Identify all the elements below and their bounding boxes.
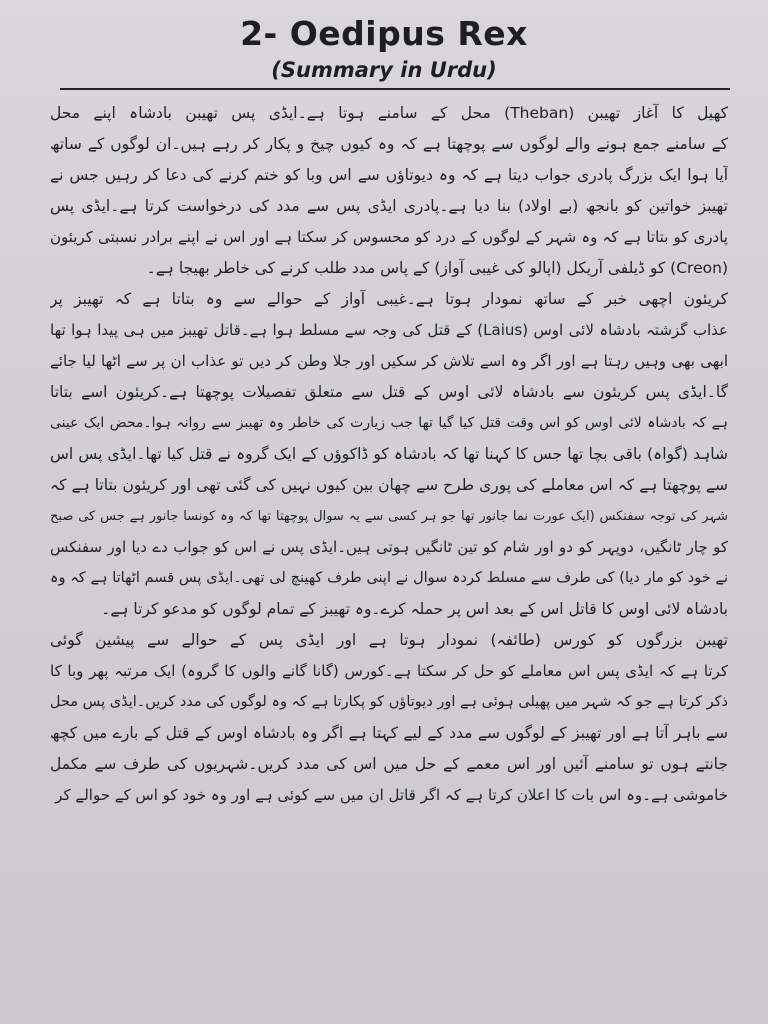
- paragraph: [50, 98, 728, 284]
- text-line: آیا ہوا ایک بزرگ پادری جواب دیتا ہے کہ وہ دیوتاؤں سے اس وبا کو ختم کرنے کی دعا کر رہیں جس نے: [50, 166, 728, 184]
- text-line: تھیبن بزرگوں کو کورس (طائفہ) نمودار ہوتا ہے اور ایڈی پس کے حوالے سے پیشین گوئی: [50, 631, 728, 649]
- page-title: 2- Oedipus Rex: [240, 14, 528, 53]
- text-line: ذکر کرتا ہے جو کہ شہر میں پھیلی ہوئی ہے اور دیوتاؤں کو پکارتا ہے کہ وہ لوگوں کی مدد کریں۔ایڈی پس محل: [50, 694, 728, 710]
- title-divider: [60, 88, 730, 90]
- text-line: تھیبز خواتین کو بانجھ (بے اولاد) بنا دیا ہے۔پادری ایڈی پس سے مدد کی درخواست کرتا ہے۔ایڈی پس: [50, 197, 728, 215]
- text-line: کھیل کا آغاز تھیبن (Theban) محل کے سامنے ہوتا ہے۔ایڈی پس تھیبن بادشاہ اپنے محل: [50, 104, 728, 122]
- text-line: خاموشی ہے۔وہ اس بات کا اعلان کرتا ہے کہ اگر قاتل ان میں سے کوئی ہے اور وہ خود کو اس کے حوالے کر: [55, 786, 728, 804]
- paragraph: [50, 284, 728, 625]
- text-line: (Creon) کو ڈیلفی آریکل (اپالو کی غیبی آواز) کے پاس مدد طلب کرنے کی خاطر بھیجا ہے۔: [146, 259, 728, 277]
- text-line: کے سامنے جمع ہونے والے لوگوں سے پوچھتا ہے کہ وہ کیوں چیخ و پکار کر رہے ہیں۔ان لوگوں کے ساتھ: [50, 135, 728, 153]
- text-line: شہر کی توجہ سفنکس (ایک عورت نما جانور تھا جو ہر کسی سے یہ سوال پوچھتا تھا کہ وہ کونسا جانور ہے جس کی صبح: [50, 509, 728, 524]
- text-line: بادشاہ لائی اوس کا قاتل اس کے بعد اس پر حملہ کرے۔وہ تھیبز کے تمام لوگوں کو مدعو کرتا ہے۔: [101, 600, 728, 618]
- page-subtitle: (Summary in Urdu): [271, 58, 497, 82]
- text-line: کرتا ہے کہ ایڈی پس اس معاملے کو حل کر سکتا ہے۔کورس (گانا گانے والوں کا گروہ) ایک مرتبہ پھر وبا کا: [50, 662, 728, 680]
- text-line: پادری کو بتاتا ہے کہ وہ شہر کے لوگوں کے درد کو محسوس کر سکتا ہے اور اس نے اپنے برادر نسبتی کریئون: [50, 228, 728, 246]
- text-line: ہے کہ بادشاہ لائی اوس کو اس وقت قتل کیا گیا تھا جب زیارت کی خاطر وہ تھیبز سے روانہ ہوا۔محض ایک عینی: [50, 415, 728, 431]
- text-line: عذاب گزشتہ بادشاہ لائی اوس (Laius) کے قتل کی وجہ سے مسلط ہوا ہے۔قاتل تھیبز میں ہی پیدا ہوا تھا: [50, 321, 728, 339]
- summary-body: [50, 98, 728, 811]
- text-line: ابھی بھی وہیں رہتا ہے اور اگر وہ اسے تلاش کر سکیں اور جلا وطن کر دیں تو عذاب ان پر سے اٹھا لیا جائے: [50, 352, 728, 370]
- paragraph: [50, 625, 728, 811]
- text-line: نے خود کو مار دیا) کی طرف سے مسلط کردہ سوال نے اپنی طرف کھینچ لی تھی۔ایڈی پس قسم اٹھاتا ہے کہ وہ: [50, 570, 728, 586]
- text-line: سے پوچھتا ہے کہ اس معاملے کی پوری طرح سے چھان بین کیوں نہیں کی گئی تھی اور کریئون بتاتا ہے کہ: [50, 476, 728, 494]
- text-line: کو چار ٹانگیں، دوپہر کو دو اور شام کو تین ٹانگیں ہوتی ہیں۔ایڈی پس نے اس کو جواب دے دیا اور سفنکس: [50, 538, 728, 556]
- text-line: کریئون اچھی خبر کے ساتھ نمودار ہوتا ہے۔غیبی آواز کے حوالے سے وہ بتاتا ہے کہ تھیبز پر: [50, 290, 728, 308]
- text-line: گا۔ایڈی پس کریئون سے بادشاہ لائی اوس کے قتل سے متعلق تفصیلات پوچھتا ہے۔کریئون اسے بتاتا: [50, 383, 728, 401]
- text-line: سے باہر آتا ہے اور تھیبز کے لوگوں سے مدد کے لیے کہتا ہے اگر وہ بادشاہ اوس کے قتل کے بارے میں کچھ: [50, 724, 728, 742]
- text-line: شاہد (گواہ) باقی بچا تھا جس کا کہنا تھا کہ بادشاہ کو ڈاکوؤں کے ایک گروہ نے قتل کیا تھا۔ایڈی پس اس: [50, 445, 728, 463]
- text-line: جانتے ہوں تو سامنے آئیں اور اس معمے کے حل میں اس کی مدد کریں۔شہریوں کی طرف سے مکمل: [50, 755, 728, 773]
